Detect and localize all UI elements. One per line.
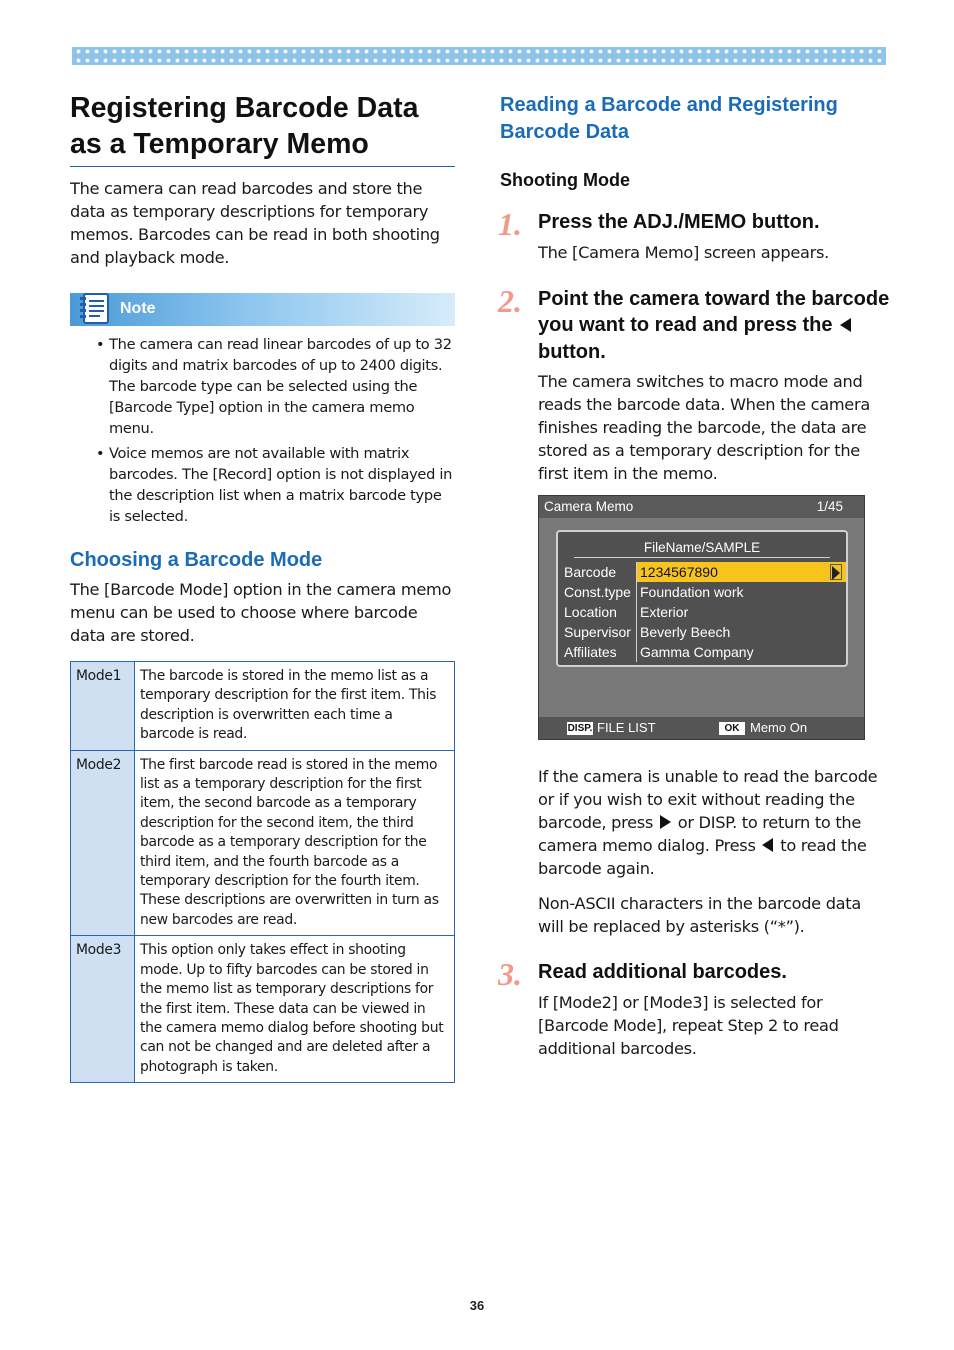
mode-desc-cell: The first barcode read is stored in the memo list as a temporary description for the first item, the second barcode as a temporary description for the second item, the third barcode as a temporary description for the third item, and the fourth barcode as a temporary description for the fourth item. These descriptions are overwritten in turn as new barcodes are read. xyxy=(135,750,455,936)
file-name-label: FileName/SAMPLE xyxy=(574,540,830,558)
disp-button-icon: DISP. xyxy=(567,723,593,734)
cancel-read-text: If the camera is unable to read the barcode or if you wish to exit without reading the barcode, press or DISP. to return to the camera memo dialog. Press to read the barcode again. xyxy=(538,767,878,878)
step-3 xyxy=(498,956,890,1060)
camera-memo-screen xyxy=(538,495,865,740)
step-body: The camera switches to macro mode and reads the barcode data. When the camera finishes reading the barcode, the data are stored as a temporary description for the first item in the memo. xyxy=(538,372,870,483)
shooting-mode-label: Shooting Mode xyxy=(500,170,630,190)
step-2 xyxy=(498,282,890,939)
right-arrow-icon xyxy=(830,564,842,580)
memo-key: Const.type xyxy=(564,584,631,600)
file-list-label: FILE LIST xyxy=(597,720,656,735)
mode-desc-cell: The barcode is stored in the memo list as a temporary description for the first item. This description is overwritten each time a barcode is read. xyxy=(135,662,455,751)
mode-name-cell: Mode3 xyxy=(71,936,135,1083)
screen-counter: 1/45 xyxy=(816,499,843,514)
step-number: 2. xyxy=(498,282,522,319)
memo-row[interactable] xyxy=(564,622,846,642)
intro-paragraph: The camera can read barcodes and store the data as temporary descriptions for temporary memos. Barcodes can be read in both shooting and playback mode. xyxy=(70,179,440,267)
mode-name-cell: Mode1 xyxy=(71,662,135,751)
table-row xyxy=(71,662,455,751)
ok-button-icon: OK xyxy=(719,722,745,735)
memo-row[interactable] xyxy=(564,582,846,602)
left-arrow-icon xyxy=(840,318,851,332)
choose-barcode-mode-text: The [Barcode Mode] option in the camera memo menu can be used to choose where barcode data are stored. xyxy=(70,580,452,645)
note-header xyxy=(70,293,455,326)
memo-value: Beverly Beech xyxy=(636,622,846,642)
step-title: Read additional barcodes. xyxy=(538,961,787,983)
page-title: Registering Barcode Data as a Temporary Memo xyxy=(70,90,455,167)
mode-desc-cell: This option only takes effect in shooting mode. Up to fifty barcodes can be stored in the memo list as temporary descriptions for the first item. These data can be viewed in the camera memo dialog before shooting but can not be changed and are deleted after a photograph is taken. xyxy=(135,936,455,1083)
right-arrow-icon xyxy=(660,815,671,829)
table-row xyxy=(71,750,455,936)
memo-panel xyxy=(556,530,848,667)
screen-title-bar xyxy=(539,496,864,518)
memo-row[interactable] xyxy=(564,602,846,622)
memo-key: Affiliates xyxy=(564,644,617,660)
memo-value: Foundation work xyxy=(636,582,846,602)
step-number: 3. xyxy=(498,956,522,992)
note-label: Note xyxy=(120,300,156,317)
memo-key: Barcode xyxy=(564,564,617,580)
memo-key: Location xyxy=(564,604,617,620)
step-number: 1. xyxy=(498,206,522,242)
choose-barcode-mode-heading: Choosing a Barcode Mode xyxy=(70,549,323,571)
memo-key: Supervisor xyxy=(564,624,631,640)
screen-title: Camera Memo xyxy=(544,499,634,514)
non-ascii-text: Non-ASCII characters in the barcode data will be replaced by asterisks (“*”). xyxy=(538,894,861,936)
step-body: The [Camera Memo] screen appears. xyxy=(538,242,829,262)
page-number: 36 xyxy=(469,1298,485,1313)
screen-bottom-bar xyxy=(539,717,864,739)
step-title: Point the camera toward the barcode you want to read and press the button. xyxy=(538,287,890,363)
decorative-header-band xyxy=(72,47,886,65)
mode-name-cell: Mode2 xyxy=(71,750,135,936)
memo-value: Exterior xyxy=(636,602,846,622)
memo-row[interactable] xyxy=(564,642,846,662)
step-title: Press the ADJ./MEMO button. xyxy=(538,211,820,233)
step-1 xyxy=(498,206,890,264)
left-arrow-icon xyxy=(762,838,773,852)
right-column xyxy=(500,92,890,1060)
memo-value: 1234567890 xyxy=(636,562,846,582)
note-item: • Voice memos are not available with matrix barcodes. The [Record] option is not displayed in the description list when a matrix barcode type is selected. xyxy=(96,445,453,525)
step-body: If [Mode2] or [Mode3] is selected for [Barcode Mode], repeat Step 2 to read additional barcodes. xyxy=(538,992,839,1058)
memo-on-label: Memo On xyxy=(750,720,808,735)
reading-barcode-heading: Reading a Barcode and Registering Barcode Data xyxy=(500,94,838,143)
note-item: • The camera can read linear barcodes of up to 32 digits and matrix barcodes of up to 2400 digits. The barcode type can be selected using the [Barcode Type] option in the camera memo menu. xyxy=(96,336,452,437)
memo-row-selected[interactable] xyxy=(564,562,846,582)
note-list xyxy=(70,334,455,527)
barcode-mode-table xyxy=(70,661,455,1083)
notepad-icon xyxy=(80,291,112,325)
memo-value: Gamma Company xyxy=(636,642,846,662)
left-column xyxy=(70,90,455,1083)
table-row xyxy=(71,936,455,1083)
